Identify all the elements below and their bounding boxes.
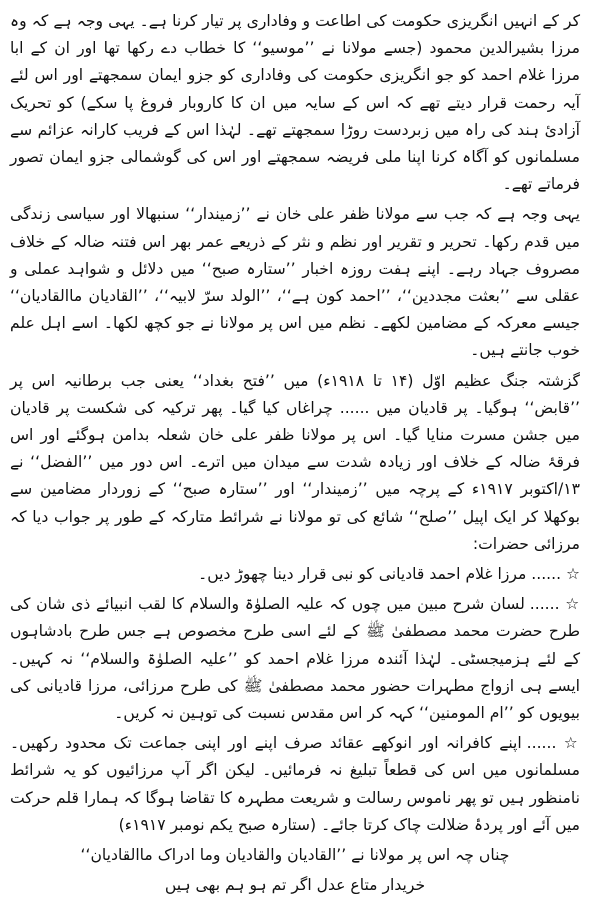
star-bullet-icon: ☆ <box>566 565 580 584</box>
source-citation: (ستارہ صبح یکم نومبر ۱۹۱۷ء) <box>118 815 317 834</box>
condition-item-2 <box>10 591 580 727</box>
condition-item-1 <box>10 561 580 588</box>
condition-text-2: ...... لسان شرح مبین میں چوں کہ علیہ الصلوٰۃ والسلام کا لقب انبیائے ذی شان کی طرح حضرت محمد مصطفیٰ ﷺ کے لئے اسی طرح مخصوص ہے جس طرح بادشاہوں کے لئے ہزمیجسٹی۔ لہٰذا آئندہ مرزا غلام احمد کو ’’علیہ الصلوٰۃ والسلام‘‘ نہ کہیں۔ ایسے ہی ازواج مطہرات حضور محمد مصطفیٰ ﷺ کی طرح مرزائی، مرزا قادیانی کی بیویوں کو ’’ام المومنین‘‘ کہہ کر اس مقدس نسبت کی توہین نہ کریں۔ <box>10 595 580 723</box>
condition-text-3: ...... اپنے کافرانہ اور انوکھے عقائد صرف اپنے اور اپنی جماعت تک محدود رکھیں۔ مسلمانوں میں اس کی قطعاً تبلیغ نہ فرمائیں۔ لیکن اگر آپ مرزائیوں کو یہ شرائط نامنظور ہیں تو پھر ناموس رسالت و شریعت مطہرہ کا تقاضا ہوگا کہ ہمارا قلم حرکت میں آئے اور پردۂ ضلالت چاک کرتا جائے۔ <box>10 734 580 834</box>
verse-line: خریدار متاع عدل اگر تم ہو ہم بھی ہیں <box>164 876 426 895</box>
star-bullet-icon: ☆ <box>565 595 580 614</box>
closing-line: چناں چہ اس پر مولانا نے ’’القادیان والقادیان وما ادراک ماالقادیان‘‘ <box>80 846 510 865</box>
paragraph-zamindar: یہی وجہ ہے کہ جب سے مولانا ظفر علی خان نے ’’زمیندار‘‘ سنبھالا اور سیاسی زندگی میں قدم رکھا۔ تحریر و تقریر اور نظم و نثر کے ذریعے عمر بھر اس فتنہ ضالہ کے خلاف مصروف جہاد رہے۔ اپنے ہفت روزہ اخبار ’’ستارہ صبح‘‘ میں دلائل و شواہد عملی و عقلی سے ’’بعثت مجددین‘‘، ’’احمد کون ہے‘‘، ’’الولد سرّ لابیہ‘‘، ’’القادیان ماالقادیان‘‘ جیسے معرکہ کے مضامین لکھے۔ نظم میں اس پر مولانا نے جو کچھ لکھا۔ اسے اہل علم خوب جانتے ہیں۔ <box>10 205 580 360</box>
condition-item-3 <box>10 730 580 839</box>
paragraph-intro: کر کے انہیں انگریزی حکومت کی اطاعت و وفاداری پر تیار کرنا ہے۔ یہی وجہ ہے کہ وہ مرزا بشیرالدین محمود (جسے مولانا نے ’’موسیو‘‘ کا خطاب دے رکھا تھا اور ان کے ابا مرزا غلام احمد کو جو انگریزی حکومت کی وفاداری کو جزو ایمان سمجھتے اور اس لئے آیہ رحمت قرار دیتے تھے کہ اس کے سایہ میں ان کا کاروبار فروغ پا سکے) کو تحریک آزادیٔ ہند کی راہ میں زبردست روڑا سمجھتے تھے۔ لہٰذا اس کے فریب کارانہ عزائم سے مسلمانوں کو آگاہ کرنا اپنا ملی فریضہ سمجھتے اور اس کی گوشمالی جزو ایمان تصور فرماتے تھے۔ <box>10 12 580 194</box>
condition-text-1: ...... مرزا غلام احمد قادیانی کو نبی قرار دینا چھوڑ دیں۔ <box>198 565 562 584</box>
star-bullet-icon: ☆ <box>563 734 580 753</box>
paragraph-world-war: گزشتہ جنگ عظیم اوّل (۱۴ تا ۱۹۱۸ء) میں ’’فتح بغداد‘‘ یعنی جب برطانیہ اس پر ’’قابض‘‘ ہوگیا۔ پر قادیان میں ...... چراغاں کیا گیا۔ پھر ترکیہ کی شکست پر قادیان میں جشن مسرت منایا گیا۔ اس پر مولانا ظفر علی خان شعلہ بدامن ہوگئے اور اس فرقۂ ضالہ کے خلاف اور زیادہ شدت سے میدان میں اترے۔ اس دور میں ’’الفضل‘‘ نے ۱۳/اکتوبر ۱۹۱۷ء کے پرچہ میں ’’زمیندار‘‘ اور ’’ستارہ صبح‘‘ کے زوردار مضامین سے بوکھلا کر ایک اپیل ’’صلح‘‘ شائع کی تو مولانا نے شرائط متارکہ کے طور پر جواب دیا کہ مرزائی حضرات: <box>10 371 580 553</box>
